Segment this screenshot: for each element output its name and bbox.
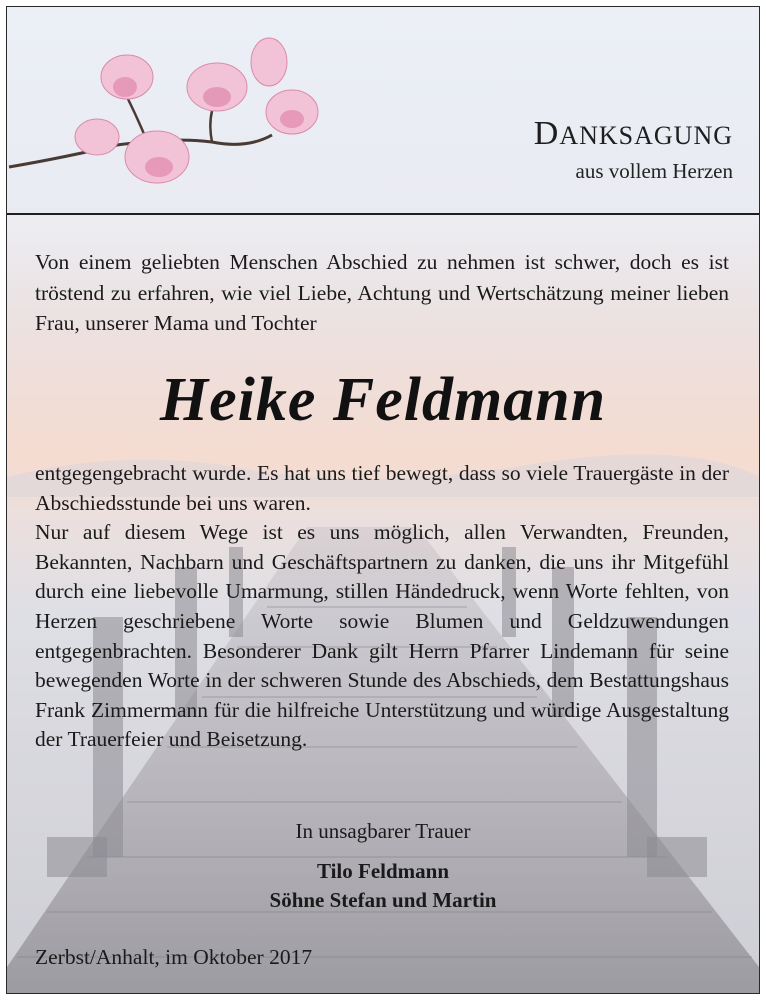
body-paragraph: entgegengebracht wurde. Es hat uns tief bewegt, dass so viele Trauergäste in der Abschiedsstunde bei uns waren. bbox=[35, 461, 729, 515]
page-title: DANKSAGUNG bbox=[533, 115, 733, 152]
signature-line: Tilo Feldmann bbox=[316, 859, 450, 883]
header-divider bbox=[7, 213, 759, 215]
obituary-card bbox=[6, 6, 760, 994]
signature-line: Söhne Stefan und Martin bbox=[269, 888, 497, 912]
body-text bbox=[35, 459, 729, 755]
closing-line: In unsagbarer Trauer bbox=[295, 819, 471, 843]
place-date: Zerbst/Anhalt, im Oktober 2017 bbox=[35, 945, 313, 969]
deceased-name: Heike Feldmann bbox=[159, 366, 607, 434]
intro-text: Von einem geliebten Menschen Abschied zu nehmen ist schwer, doch es ist tröstend zu erfahren, wie viel Liebe, Achtung und Wertschätzung meiner lieben Frau, unserer Mama und Tochter bbox=[35, 250, 729, 335]
page-subtitle: aus vollem Herzen bbox=[575, 159, 733, 183]
body-paragraph: Nur auf diesem Wege ist es uns möglich, allen Verwandten, Freunden, Bekannten, Nachbarn und Geschäftspartnern zu danken, die uns ihr Mitgefühl durch eine liebevolle Umarmung, stillen Händedruck, wenn Worte fehlten, von Herzen geschriebene Worte sowie Blumen und Geldzuwendungen entgegenbrachten. Besonderer Dank gilt Herrn Pfarrer Lindemann für seine bewegenden Worte in der schweren Stunde des Abschieds, dem Bestattungshaus Frank Zimmermann für die hilfreiche Unterstützung und würdige Ausgestaltung der Trauerfeier und Beisetzung. bbox=[35, 520, 729, 752]
magnolia-branch-icon bbox=[7, 17, 337, 197]
signatures bbox=[7, 857, 759, 915]
